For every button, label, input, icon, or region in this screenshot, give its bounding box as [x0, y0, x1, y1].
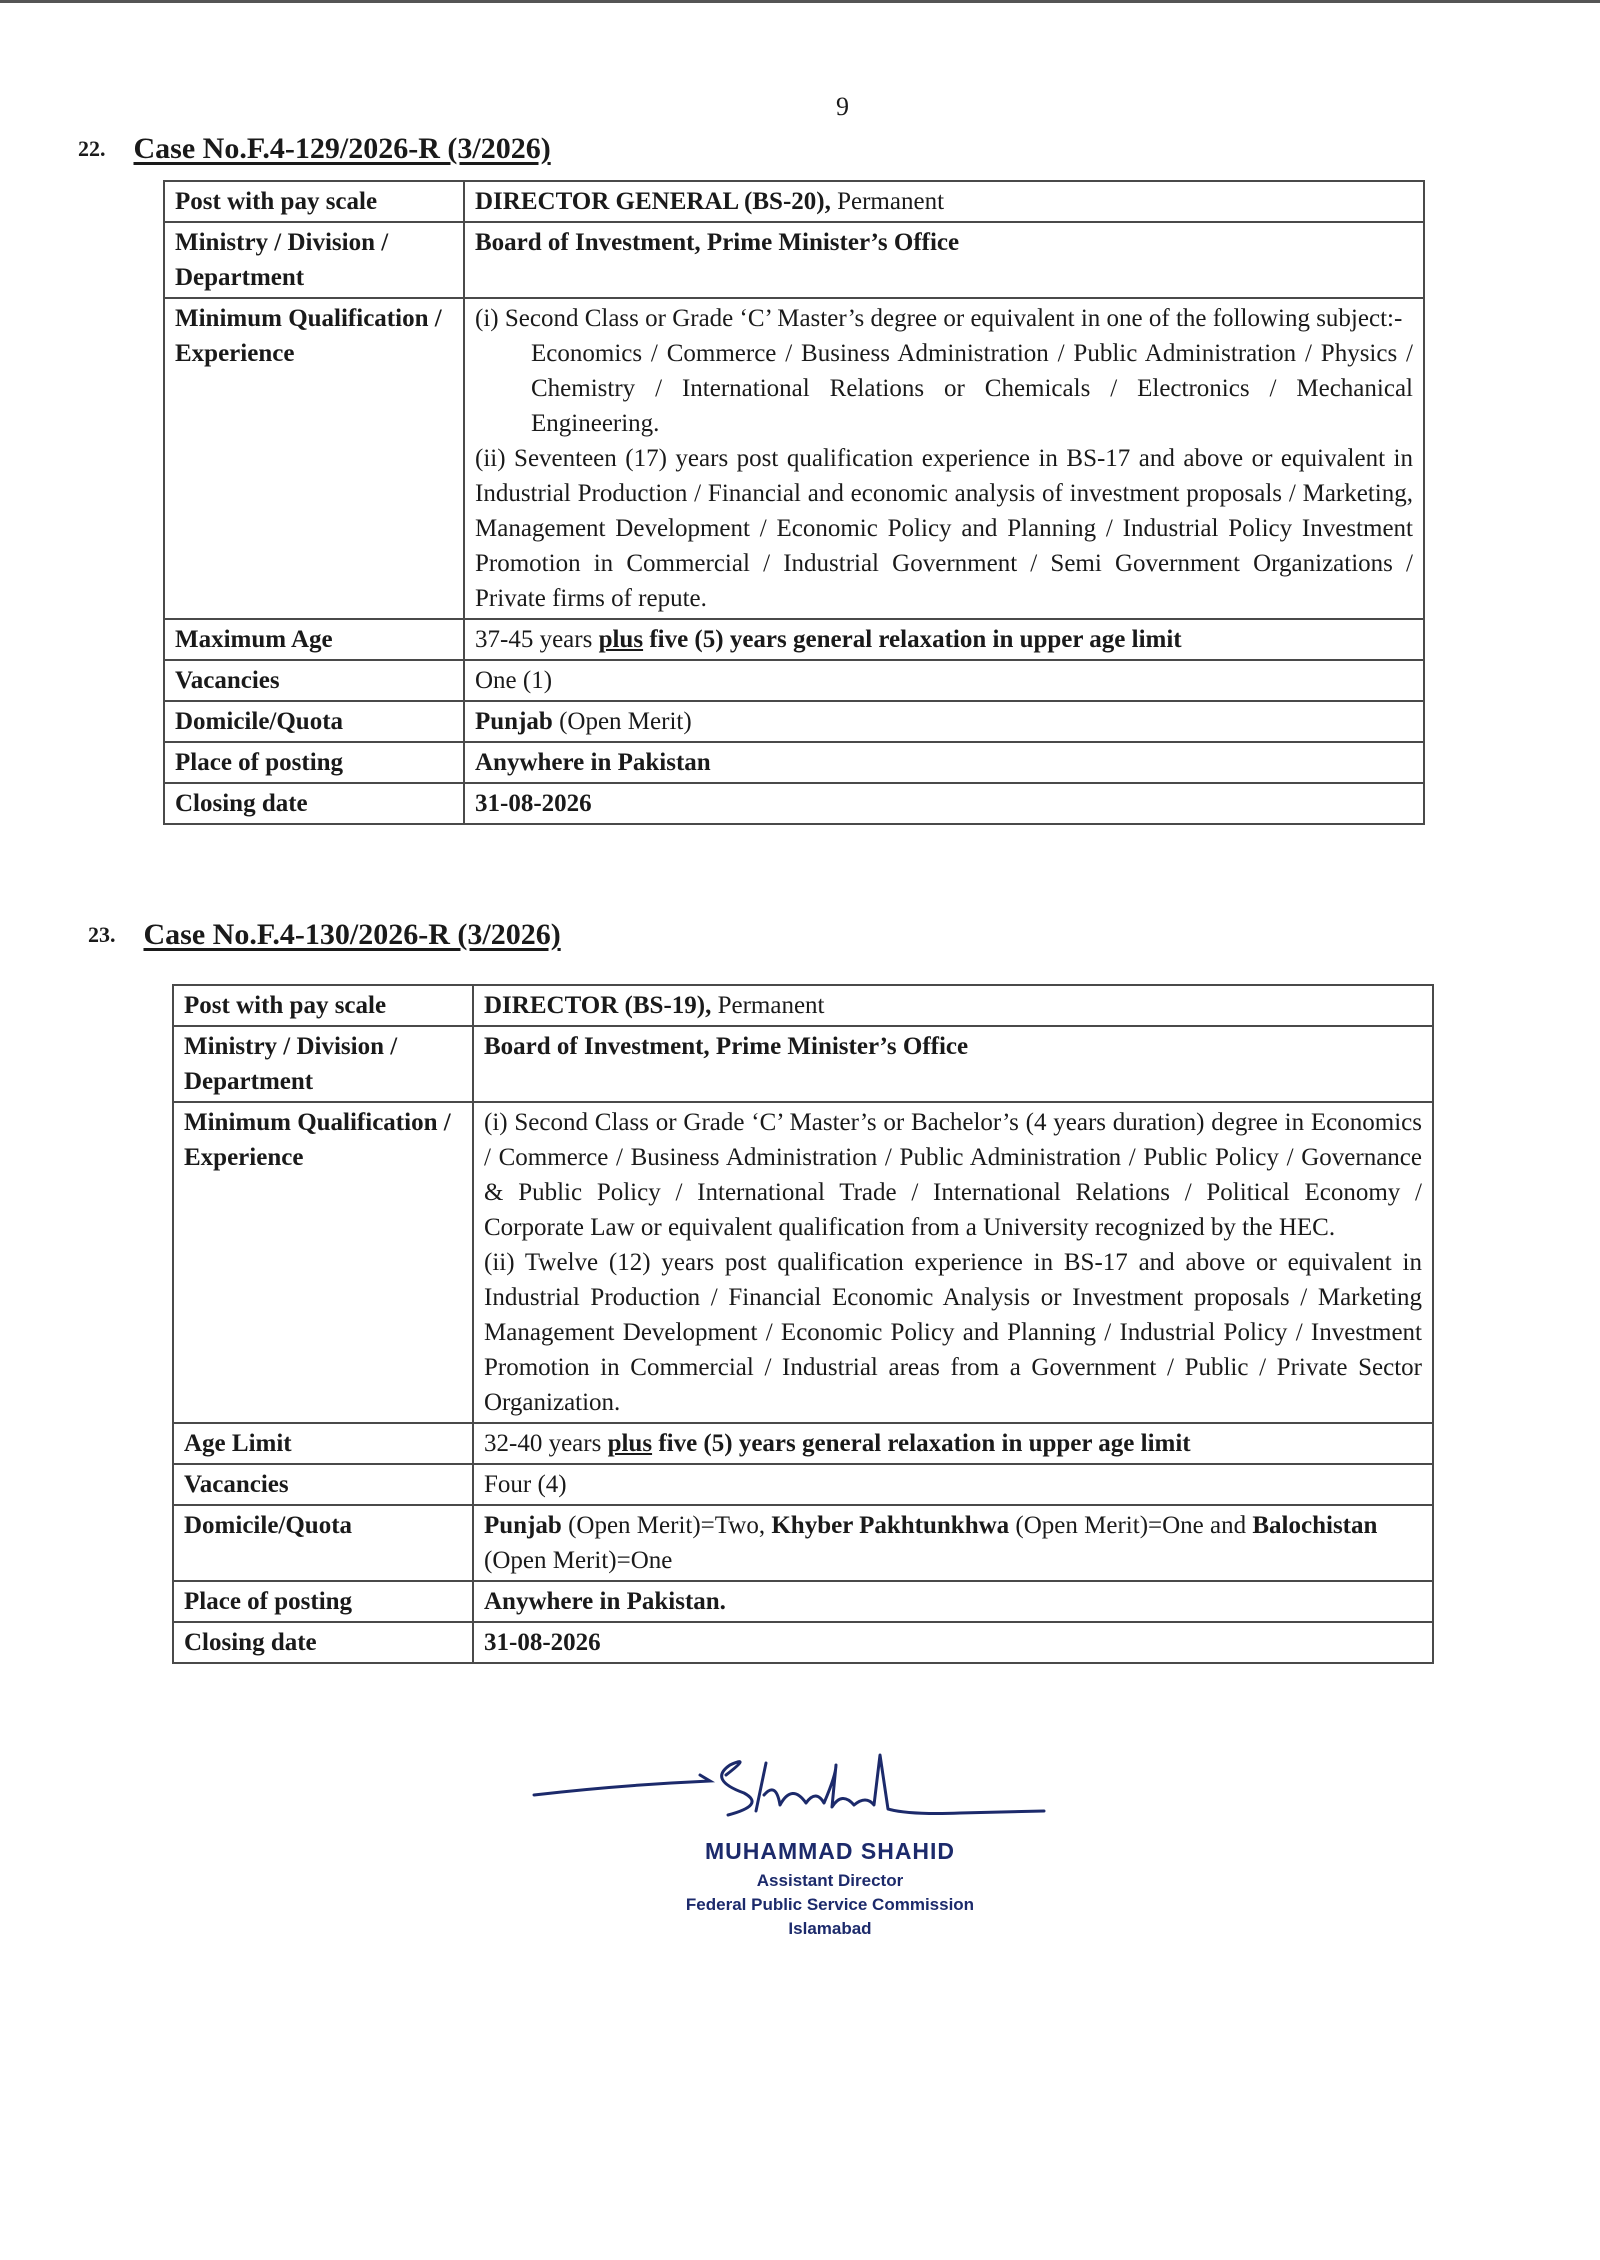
label-vacancies: Vacancies	[164, 660, 464, 701]
row-vacancies	[164, 660, 1424, 701]
row-post	[173, 985, 1433, 1026]
row-place	[164, 742, 1424, 783]
value-vacancies: One (1)	[464, 660, 1424, 701]
label-age: Maximum Age	[164, 619, 464, 660]
label-closing: Closing date	[164, 783, 464, 824]
case-heading-23	[88, 918, 561, 952]
label-closing: Closing date	[173, 1622, 473, 1663]
label-place: Place of posting	[173, 1581, 473, 1622]
row-qualification	[164, 298, 1424, 619]
case-table-22	[163, 180, 1425, 825]
label-vacancies: Vacancies	[173, 1464, 473, 1505]
row-closing	[164, 783, 1424, 824]
label-ministry: Ministry / Division / Department	[164, 222, 464, 298]
value-closing: 31-08-2026	[464, 783, 1424, 824]
row-place	[173, 1581, 1433, 1622]
label-age: Age Limit	[173, 1423, 473, 1464]
value-qualification	[464, 298, 1424, 619]
row-ministry	[164, 222, 1424, 298]
row-ministry	[173, 1026, 1433, 1102]
row-closing	[173, 1622, 1433, 1663]
qualification-subjects: Economics / Commerce / Business Administration / Public Administration / Physics / Chemistry / International Relations or Chemicals / Electronics / Mechanical Engineering.	[531, 340, 1413, 437]
value-ministry: Board of Investment, Prime Minister’s Office	[473, 1026, 1433, 1102]
label-ministry: Ministry / Division / Department	[173, 1026, 473, 1102]
label-post: Post with pay scale	[164, 181, 464, 222]
qualification-i: (i) Second Class or Grade ‘C’ Master’s or Bachelor’s (4 years duration) degree in Economics / Commerce / Business Administration / Public Administration / Public Policy / Governance & Public Policy / International Trade / International Relations / Political Economy / Corporate Law or equivalent qualification from a University recognized by the HEC.	[484, 1109, 1422, 1241]
label-qualification: Minimum Qualification / Experience	[173, 1102, 473, 1423]
value-age: 37-45 years plus five (5) years general relaxation in upper age limit	[464, 619, 1424, 660]
row-domicile	[164, 701, 1424, 742]
label-qualification: Minimum Qualification / Experience	[164, 298, 464, 619]
qualification-i: (i) Second Class or Grade ‘C’ Master’s degree or equivalent in one of the following subject:-	[475, 305, 1403, 332]
case-number: 23.	[88, 922, 116, 947]
value-post: DIRECTOR (BS-19), Permanent	[473, 985, 1433, 1026]
value-qualification	[473, 1102, 1433, 1423]
value-post: DIRECTOR GENERAL (BS-20), Permanent	[464, 181, 1424, 222]
row-post	[164, 181, 1424, 222]
case-title: Case No.F.4-129/2026-R (3/2026)	[133, 132, 551, 165]
row-vacancies	[173, 1464, 1433, 1505]
value-domicile: Punjab (Open Merit)=Two, Khyber Pakhtunkhwa (Open Merit)=One and Balochistan (Open Merit)=One	[473, 1505, 1433, 1581]
row-domicile	[173, 1505, 1433, 1581]
row-qualification	[173, 1102, 1433, 1423]
value-vacancies: Four (4)	[473, 1464, 1433, 1505]
value-ministry: Board of Investment, Prime Minister’s Office	[464, 222, 1424, 298]
handwritten-signature	[530, 1735, 1050, 1845]
label-post: Post with pay scale	[173, 985, 473, 1026]
row-age	[164, 619, 1424, 660]
signatory-organization: Federal Public Service Commission	[685, 1895, 975, 1914]
value-place: Anywhere in Pakistan	[464, 742, 1424, 783]
value-domicile: Punjab (Open Merit)	[464, 701, 1424, 742]
label-domicile: Domicile/Quota	[164, 701, 464, 742]
row-age	[173, 1423, 1433, 1464]
page-number: 9	[836, 92, 849, 121]
label-domicile: Domicile/Quota	[173, 1505, 473, 1581]
value-closing: 31-08-2026	[473, 1622, 1433, 1663]
qualification-ii: (ii) Seventeen (17) years post qualification experience in BS-17 and above or equivalent in Industrial Production / Financial and economic analysis of investment proposals / Marketing, Management Development / Economic Policy and Planning / Industrial Policy Investment Promotion in Commercial / Industrial Government / Semi Government Organizations / Private firms of repute.	[475, 445, 1413, 612]
value-place: Anywhere in Pakistan.	[473, 1581, 1433, 1622]
case-table-23	[172, 984, 1434, 1664]
signature-block	[620, 1838, 1040, 1939]
case-title: Case No.F.4-130/2026-R (3/2026)	[143, 918, 561, 951]
signatory-city: Islamabad	[788, 1919, 872, 1938]
case-number: 22.	[78, 136, 106, 161]
signatory-name: MUHAMMAD SHAHID	[704, 1838, 956, 1864]
signatory-designation: Assistant Director	[756, 1871, 904, 1890]
qualification-ii: (ii) Twelve (12) years post qualification experience in BS-17 and above or equivalent in Industrial Production / Financial Economic Analysis or Investment proposals / Marketing Management Development / Economic Policy and Planning / Industrial Policy / Investment Promotion in Commercial / Industrial areas from a Government / Public / Private Sector Organization.	[484, 1249, 1422, 1416]
label-place: Place of posting	[164, 742, 464, 783]
top-rule	[0, 0, 1600, 3]
case-heading-22	[78, 132, 551, 166]
value-age: 32-40 years plus five (5) years general relaxation in upper age limit	[473, 1423, 1433, 1464]
